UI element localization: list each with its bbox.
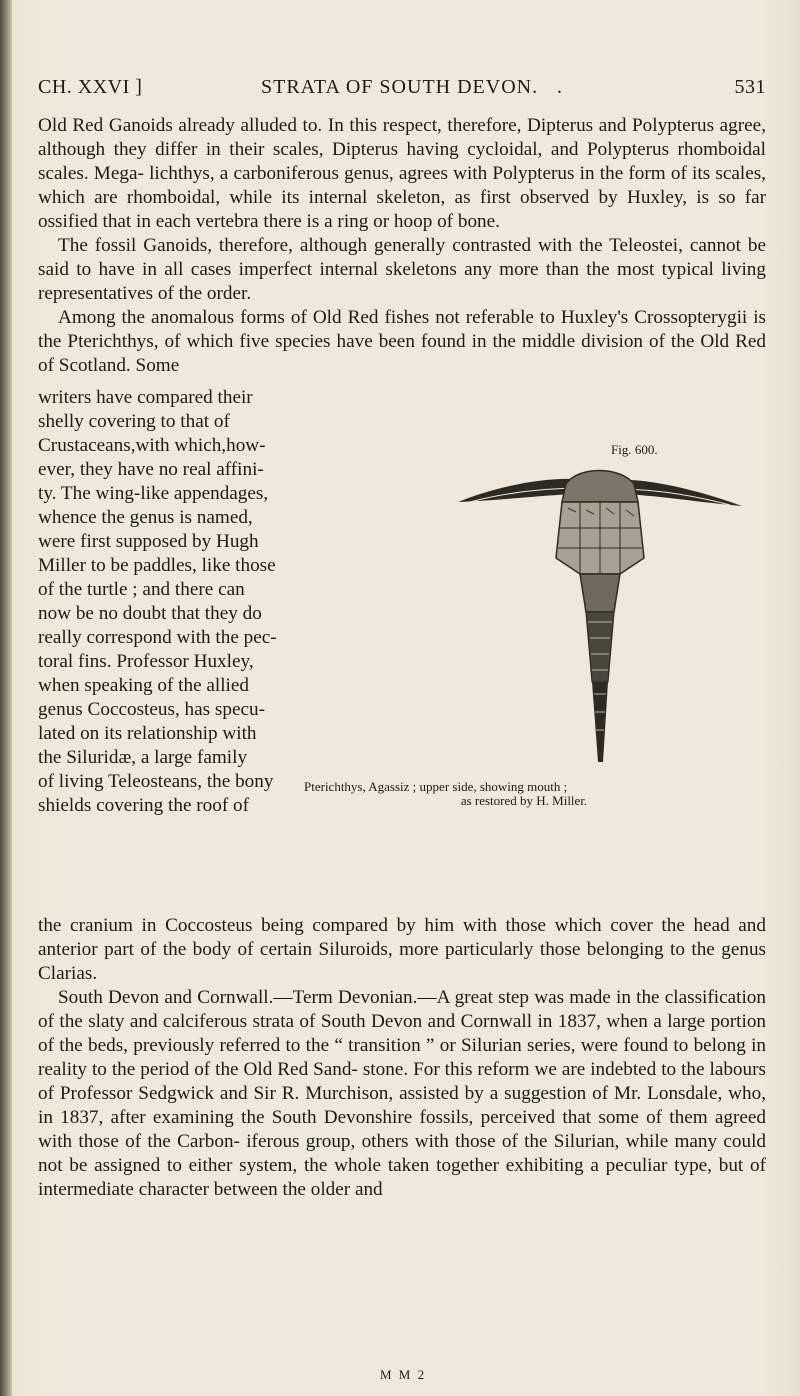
paragraph-south-devon [38,986,766,1202]
text-line: beds, previously referred to the “ transition ” or Silurian series, [87,1035,576,1056]
text-line: were first supposed by Hugh [38,531,259,552]
text-line: shelly covering to that of [38,411,230,432]
text-line: really correspond with the pec- [38,627,277,648]
text-line: first observed by Huxley, is so far ossified that in each vertebra [38,187,766,232]
figure-caption [304,780,744,808]
text-line: now be no doubt that they do [38,603,262,624]
text-line: The fossil Ganoids, therefore, although generally contrasted with [58,235,573,256]
text-line: of living Teleosteans, the bony [38,771,274,792]
running-title: STRATA OF SOUTH DEVON. [261,76,539,98]
text-line: South Devon and Cornwall in 1837, when a large portion of the [38,1011,767,1056]
text-line: there is a ring or hoop of bone. [263,211,500,232]
text-line: lichthys, a carboniferous genus, agrees with Polypterus in the form [149,163,666,184]
text-line: ty. The wing-like appendages, [38,483,269,504]
text-line: more particularly those belonging to the genus Clarias. [38,939,767,984]
caption-line: Pterichthys, Agassiz ; upper side, showing mouth ; [304,779,568,794]
text-line: was made in the classification of the slaty and calciferous strata of [38,987,766,1032]
text-line: genus Coccosteus, has specu- [38,699,265,720]
text-line: the Siluridæ, a large family [38,747,248,768]
text-line: shields covering the roof of [38,795,250,816]
text-line: were found to belong in reality to the period of the Old Red Sand- [38,1035,766,1080]
body-text-bottom [38,914,766,1202]
paragraph-continuation [38,914,766,986]
text-line: been found in the middle division of the Old Red of Scotland. Some [38,331,766,376]
body-text-wrapped [38,386,300,818]
figure-number: Fig. 600. [611,442,658,457]
text-line: Old Red Ganoids already alluded to. In this respect, therefore, [38,115,522,136]
text-line: the Teleostei, cannot be said to have in all cases imperfect internal [38,235,766,280]
text-line: South Devon and Cornwall.—Term Devonian.—A great step [58,987,530,1008]
text-line: the cranium in Coccosteus being compared by him with those which [38,915,602,936]
text-line: Dipterus having cycloidal, and Polypterus rhomboidal scales. Mega- [38,139,767,184]
body-text-top [38,114,766,378]
text-line: writers have compared their [38,387,253,408]
text-line: cover the head and anterior part of the body of certain Siluroids, [38,915,766,960]
text-line: toral fins. Professor Huxley, [38,651,254,672]
caption-line: as restored by H. Miller. [460,793,588,808]
text-line: of its scales, which are rhomboidal, while its internal skeleton, as [38,163,766,208]
text-line: Crustaceans,with which,how- [38,435,266,456]
text-line: stone. For this reform we are indebted to the labours of Professor [38,1059,766,1104]
paragraph-dipterus [38,114,766,234]
text-line: of the turtle ; and there can [38,579,245,600]
running-header [38,76,766,102]
text-line: the order. [178,283,252,304]
pterichthys-fossil-illustration [448,462,752,778]
text-line: Among the anomalous forms of Old Red fishes not referable to [58,307,555,328]
text-line: lated on its relationship with [38,723,257,744]
text-line: Lonsdale, who, in 1837, after examining the South Devonshire [38,1083,767,1128]
text-line: fossils, perceived that some of them agreed with those of the Carbon- [38,1107,767,1152]
page-number: 531 [734,76,766,98]
signature-mark: M M 2 [380,1367,427,1382]
text-line: Huxley's Crossopterygii is the Pterichthys, of which five species have [38,307,767,352]
text-line: Miller to be paddles, like those [38,555,276,576]
text-line: ever, they have no real affini- [38,459,264,480]
text-line: whence the genus is named, [38,507,253,528]
text-line: a peculiar type, but of intermediate character between the older and [38,1155,767,1200]
text-line: Dipterus and Polypterus agree, although they differ in their scales, [38,115,766,160]
text-line: Sedgwick and Sir R. Murchison, assisted by a suggestion of Mr. [138,1083,642,1104]
page-gutter-shadow [0,0,12,1396]
text-line: skeletons any more than the most typical living representatives of [38,259,766,304]
paragraph-pterichthys [38,306,766,378]
chapter-ref: CH. XXVI ] [38,76,143,98]
text-line: when speaking of the allied [38,675,249,696]
text-line: iferous group, others with those of the Silurian, while many could [246,1131,767,1152]
paragraph-fossil-ganoids [38,234,766,306]
text-line: not be assigned to either system, the whole taken together exhibiting [38,1155,584,1176]
header-mark: . [557,76,563,98]
